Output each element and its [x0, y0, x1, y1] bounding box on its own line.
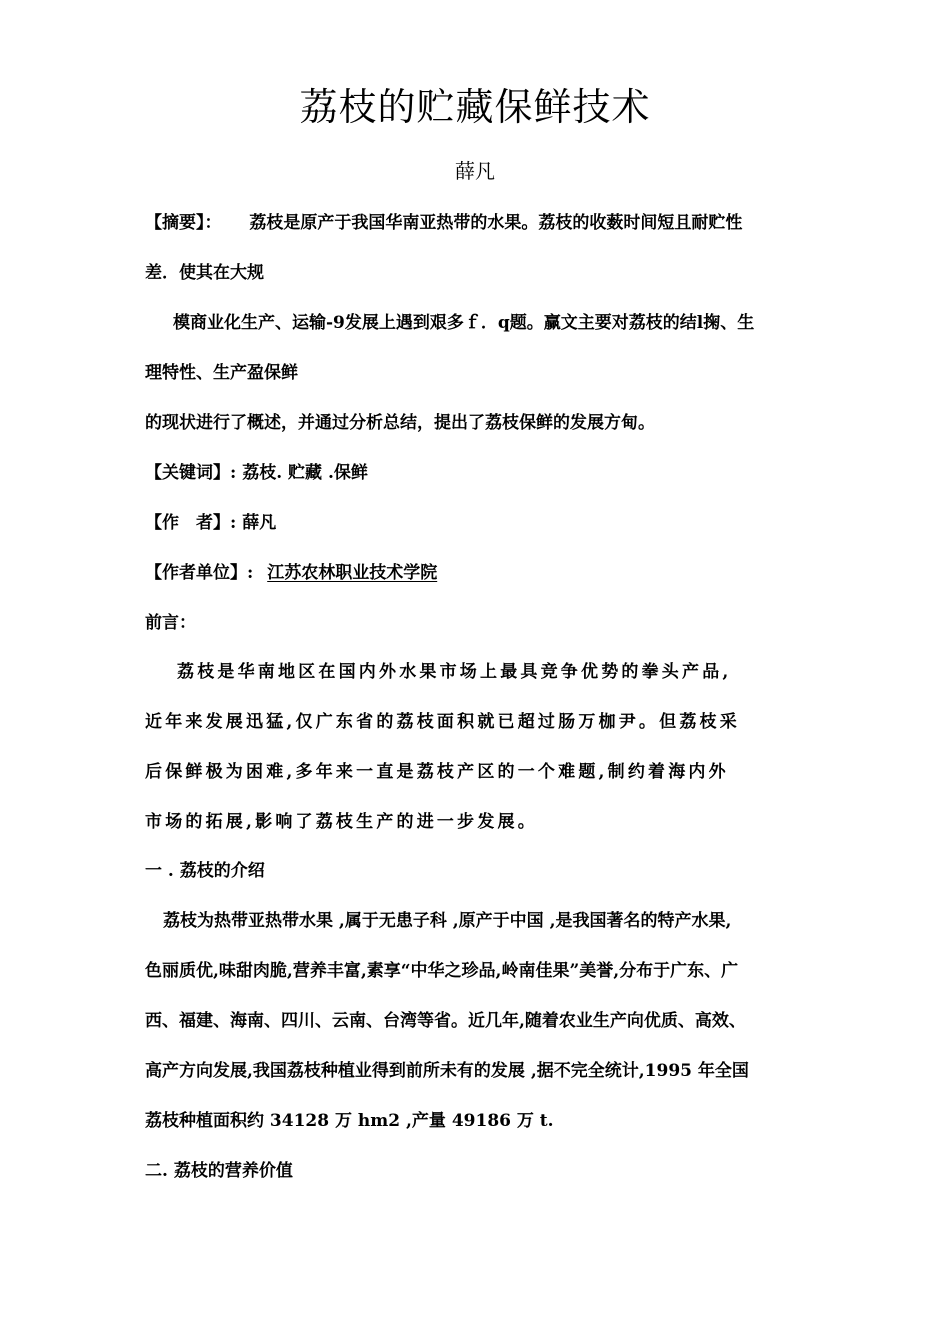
document-author: 薛凡 — [455, 159, 495, 183]
keywords-line — [145, 462, 810, 484]
keywords-label: 【关键词】: — [145, 463, 237, 483]
author-line — [145, 512, 810, 534]
preface-line-3: 后保鲜极为困难,多年来一直是荔枝产区的一个难题,制约着海内外 — [145, 762, 729, 782]
section1-line-2: 色丽质优,味甜肉脆,营养丰富,素享“中华之珍品,岭南佳果”美誉,分布于广东、广 — [145, 961, 739, 981]
preface-heading: 前言： — [145, 613, 196, 633]
author-value: 薛凡 — [242, 513, 277, 533]
preface-line-1: 荔枝是华南地区在国内外水果市场上最具竞争优势的拳头产品, — [177, 662, 732, 682]
section1-line-3: 西、福建、海南、四川、云南、台湾等省。近几年,随着农业生产向优质、高效、 — [145, 1011, 746, 1031]
abstract-label: 【摘要】： — [145, 213, 222, 233]
abstract-line-3: 模商业化生产、运输-9发展上遇到艰多ｆ．q题。赢文主要对荔枝的结l掬、生 — [173, 313, 755, 333]
section1-heading: 一 . 荔枝的介绍 — [145, 861, 265, 881]
section2-heading: 二. 荔枝的营养价值 — [145, 1161, 293, 1181]
abstract-line-1 — [145, 212, 810, 234]
author-label: 【作 者】: — [145, 513, 237, 533]
preface-line-2: 近年来发展迅猛,仅广东省的荔枝面积就已超过肠万枷尹。但荔枝采 — [145, 712, 740, 732]
affiliation-line — [145, 562, 810, 584]
abstract-line-2: 差．使其在大规 — [145, 263, 264, 283]
section1-line-1: 荔枝为热带亚热带水果 ,属于无患子科 ,原产于中国 ,是我国著名的特产水果, — [163, 911, 732, 931]
affiliation-label: 【作者单位】: — [145, 563, 254, 583]
section1-line-4: 高产方向发展,我国荔枝种植业得到前所未有的发展 ,据不完全统计,1995 年全国 — [145, 1061, 749, 1081]
abstract-line-5: 的现状进行了概述，并通过分析总结，提出了荔枝保鲜的发展方甸。 — [145, 413, 655, 433]
document-title: 荔枝的贮藏保鲜技术 — [299, 85, 651, 129]
abstract-line-4: 理特性、生产盈保鲜 — [145, 363, 298, 383]
affiliation-value: 江苏农林职业技术学院 — [267, 563, 438, 583]
keywords-value: 荔枝. 贮藏 .保鲜 — [242, 463, 368, 483]
abstract-text-1: 荔枝是原产于我国华南亚热带的水果。荔枝的收薮时间短且耐贮性 — [249, 213, 743, 233]
preface-line-4: 市场的拓展,影响了荔枝生产的进一步发展。 — [145, 812, 538, 832]
section1-line-5: 荔枝种植面积约 34128 万 hm2 ,产量 49186 万 t. — [145, 1111, 554, 1131]
